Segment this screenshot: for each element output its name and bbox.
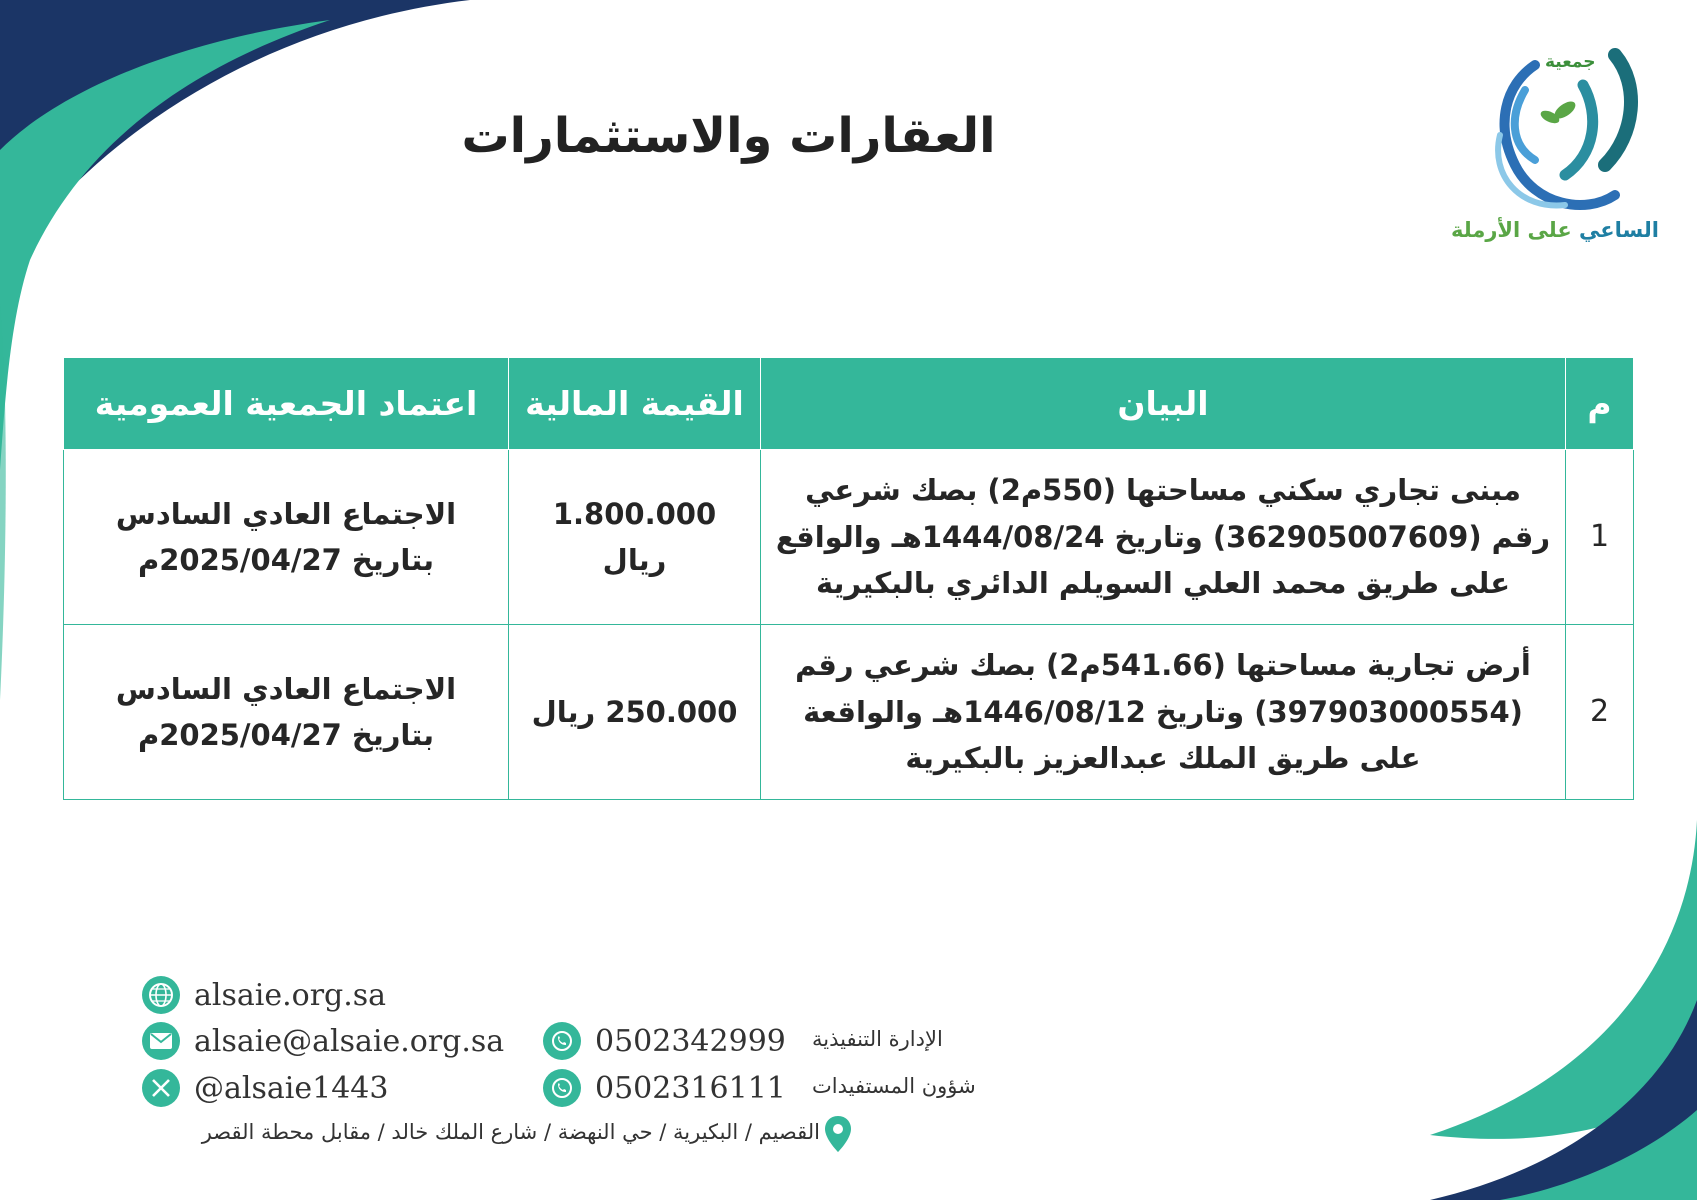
phone-benef-label: شؤون المستفيدات	[812, 1074, 976, 1098]
header-approval: اعتماد الجمعية العمومية	[64, 358, 509, 450]
location-pin-icon	[824, 1115, 852, 1153]
phone-exec-label: الإدارة التنفيذية	[812, 1027, 943, 1051]
assets-table	[63, 357, 1634, 800]
row-description: أرض تجارية مساحتها (541.66م2) بصك شرعي رقم (397903000554) وتاريخ 1446/08/12هـ والواقعة على طريق الملك عبدالعزيز بالبكيرية	[761, 625, 1566, 800]
row-value: 250.000 ريال	[509, 625, 761, 800]
logo-top-word: جمعية	[1545, 52, 1596, 72]
approval-meeting: الاجتماع العادي السادس	[115, 496, 457, 531]
row-approval	[64, 450, 509, 625]
approval-meeting: الاجتماع العادي السادس	[115, 671, 457, 706]
phone-exec[interactable]: 0502342999	[595, 1023, 786, 1059]
approval-date: بتاريخ 2025/04/27م	[137, 543, 435, 577]
approval-date: بتاريخ 2025/04/27م	[137, 718, 435, 752]
globe-icon	[142, 976, 180, 1014]
mail-icon	[142, 1022, 180, 1060]
logo-caption-main: الساعي	[1579, 218, 1659, 242]
table-row	[64, 450, 1634, 625]
email-link[interactable]: alsaie@alsaie.org.sa	[194, 1023, 505, 1059]
row-approval	[64, 625, 509, 800]
logo-caption-rest: على الأرملة	[1451, 218, 1572, 242]
address: القصيم / البكيرية / حي النهضة / شارع الملك خالد / مقابل محطة القصر	[201, 1120, 820, 1144]
contact-phone-benef[interactable]	[543, 1069, 786, 1107]
x-twitter-icon	[142, 1069, 180, 1107]
header-value: القيمة المالية	[509, 358, 761, 450]
page-title: العقارات والاستثمارات	[461, 108, 996, 164]
row-value: 1.800.000 ريال	[509, 450, 761, 625]
row-index: 1	[1566, 450, 1634, 625]
contact-phone-exec[interactable]	[543, 1022, 786, 1060]
header-description: البيان	[761, 358, 1566, 450]
twitter-handle[interactable]: @alsaie1443	[194, 1070, 389, 1106]
logo-caption	[1440, 218, 1670, 242]
table-row	[64, 625, 1634, 800]
contact-twitter[interactable]	[142, 1069, 388, 1107]
phone-benef[interactable]: 0502316111	[595, 1070, 786, 1106]
table-header-row	[64, 358, 1634, 450]
whatsapp-icon	[543, 1069, 581, 1107]
row-description: مبنى تجاري سكني مساحتها (550م2) بصك شرعي رقم (362905007609) وتاريخ 1444/08/24هـ والواقع على طريق محمد العلي السويلم الدائري بالبكيرية	[761, 450, 1566, 625]
contact-email[interactable]	[142, 1022, 504, 1060]
whatsapp-icon	[543, 1022, 581, 1060]
website-link[interactable]: alsaie.org.sa	[194, 977, 387, 1013]
header-index: م	[1566, 358, 1634, 450]
row-index: 2	[1566, 625, 1634, 800]
contact-website[interactable]	[142, 976, 386, 1014]
